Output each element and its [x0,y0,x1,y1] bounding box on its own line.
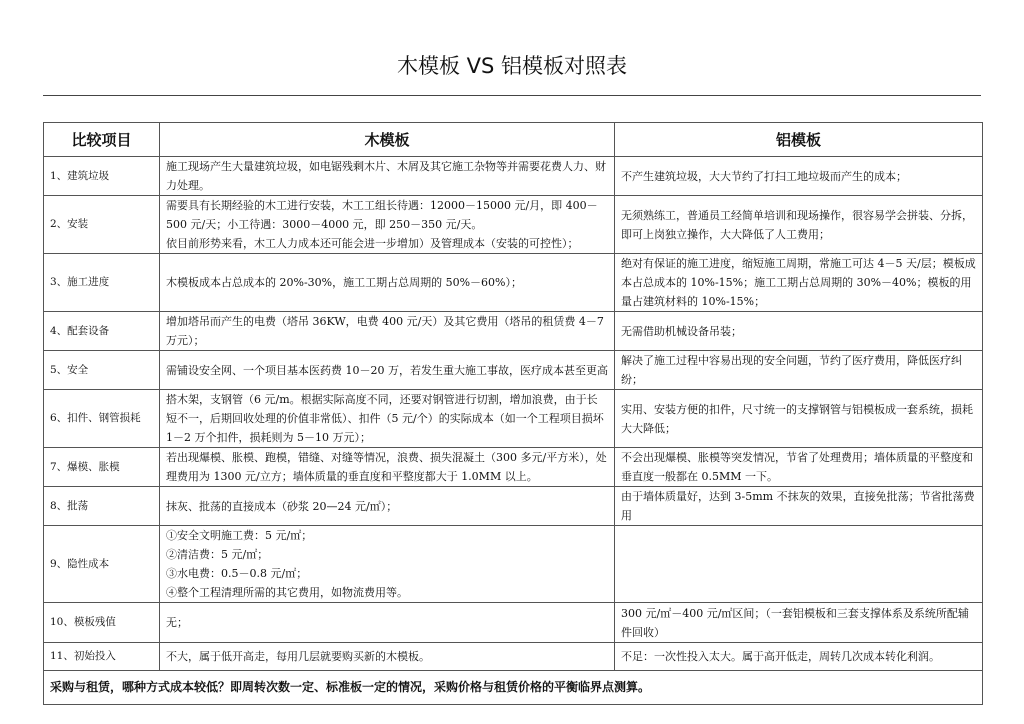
wood-text: 无； [166,616,188,629]
row-item-label: 3、施工进度 [44,254,160,312]
row-item-label: 5、安全 [44,351,160,390]
title-divider [43,95,981,96]
aluminum-cell [615,157,983,196]
row-item-label: 10、模板残值 [44,603,160,643]
comparison-table [43,122,983,705]
table-row [44,448,983,487]
wood-text: 若出现爆模、胀模、跑模，错缝、对缝等情况，浪费、损失混凝土（300 多元/平方米），处理费用为 1300 元/立方；墙体质量的垂直度和平整度都大于 1.0MM 以上。 [166,451,607,483]
table-row [44,526,983,603]
wood-cell [160,351,615,390]
aluminum-text: 绝对有保证的施工进度，缩短施工周期，常施工可达 4－5 天/层；模板成本占总成本的 10%-15%；施工工期占总周期的 30%－40%；模板的用量占建筑材料的 10%-15%； [621,257,976,308]
footer-note: 采购与租赁，哪种方式成本较低？即周转次数一定、标准板一定的情况，采购价格与租赁价格的平衡临界点测算。 [44,671,983,705]
row-item-label: 2、安装 [44,196,160,254]
table-row [44,196,983,254]
header-item: 比较项目 [44,123,160,157]
aluminum-cell [615,196,983,254]
aluminum-text: 不产生建筑垃圾，大大节约了打扫工地垃圾而产生的成本； [621,169,907,183]
table-row [44,487,983,526]
wood-text: 不大，属于低开高走，每用几层就要购买新的木模板。 [166,650,430,663]
wood-text: 依目前形势来看，木工人力成本还可能会进一步增加）及管理成本（安装的可控性）； [166,237,579,250]
table-row [44,390,983,448]
aluminum-text: 无须熟练工，普通员工经简单培训和现场操作，很容易学会拼装、分拆，即可上岗独立操作，大大降低了人工费用； [621,208,973,241]
header-row [44,123,983,157]
aluminum-text: 不会出现爆模、胀模等突发情况，节省了处理费用；墙体质量的平整度和垂直度一般都在 0.5MM 一下。 [621,451,973,483]
wood-cell [160,487,615,526]
wood-text: ④整个工程清理所需的其它费用，如物流费用等。 [166,586,408,599]
table-row [44,254,983,312]
wood-cell [160,603,615,643]
wood-cell [160,157,615,196]
aluminum-cell [615,254,983,312]
row-item-label: 8、批荡 [44,487,160,526]
wood-text: 需铺设安全网、一个项目基本医药费 10－20 万，若发生重大施工事故，医疗成本甚至更高 [166,363,608,377]
row-item-label: 4、配套设备 [44,312,160,351]
wood-text: 搭木架，支钢管（6 元/m。根据实际高度不同，还要对钢管进行切割，增加浪费，由于长短不一，后期回收处理的价值非常低）、扣件（5 元/个）的实际成本（如一个工程项目损坏 1－2 万个扣件，损耗则为 5－10 万元）； [166,393,604,444]
aluminum-text: 300 元/㎡－400 元/㎡区间；（一套铝模板和三套支撑体系及系统所配辅件回收） [621,606,969,639]
aluminum-cell [615,643,983,671]
aluminum-cell [615,351,983,390]
table-row [44,643,983,671]
wood-cell [160,254,615,312]
table-row [44,351,983,390]
aluminum-text: 由于墙体质量好，达到 3-5mm 不抹灰的效果，直接免批荡；节省批荡费用 [621,490,975,522]
wood-cell [160,312,615,351]
wood-cell [160,196,615,254]
wood-text: 抹灰、批荡的直接成本（砂浆 20—24 元/㎡）； [166,499,398,513]
aluminum-text: 不足：一次性投入太大。属于高开低走，周转几次成本转化利润。 [621,650,940,663]
footer-row [44,671,983,705]
aluminum-cell [615,448,983,487]
wood-text: 施工现场产生大量建筑垃圾，如电锯残剩木片、木屑及其它施工杂物等并需要花费人力、财力处理。 [166,160,606,192]
aluminum-cell [615,526,983,603]
aluminum-text: 实用、安装方便的扣件，尺寸统一的支撑钢管与铝模板成一套系统，损耗大大降低； [621,402,973,435]
row-item-label: 9、隐性成本 [44,526,160,603]
wood-cell [160,448,615,487]
wood-text: 需要具有长期经验的木工进行安装，木工工组长待遇：12000－15000 元/月，即 400－500 元/天；小工待遇：3000－4000 元，即 250－350 元/天。 [166,199,598,231]
aluminum-text: 解决了施工过程中容易出现的安全问题，节约了医疗费用，降低医疗纠纷； [621,354,962,386]
table-row [44,603,983,643]
wood-cell [160,390,615,448]
row-item-label: 11、初始投入 [44,643,160,671]
row-item-label: 7、爆模、胀模 [44,448,160,487]
aluminum-cell [615,312,983,351]
aluminum-text: 无需借助机械设备吊装； [621,324,742,338]
page-title: 木模板 VS 铝模板对照表 [396,54,628,78]
aluminum-cell [615,390,983,448]
table-row [44,312,983,351]
row-item-label: 6、扣件、钢管损耗 [44,390,160,448]
wood-text: ②清洁费：5 元/㎡； [166,548,269,561]
wood-cell [160,643,615,671]
header-aluminum: 铝模板 [615,123,983,157]
wood-cell [160,526,615,603]
wood-text: ③水电费：0.5－0.8 元/㎡； [166,567,308,580]
table-row [44,157,983,196]
header-wood: 木模板 [160,123,615,157]
aluminum-cell [615,487,983,526]
wood-text: 木模板成本占总成本的 20%-30%，施工工期占总周期的 50%－60%）； [166,276,523,289]
row-item-label: 1、建筑垃圾 [44,157,160,196]
wood-text: 增加塔吊而产生的电费（塔吊 36KW，电费 400 元/天）及其它费用（塔吊的租赁费 4－7 万元）； [166,315,604,347]
wood-text: ①安全文明施工费：5 元/㎡； [166,529,313,542]
aluminum-cell [615,603,983,643]
